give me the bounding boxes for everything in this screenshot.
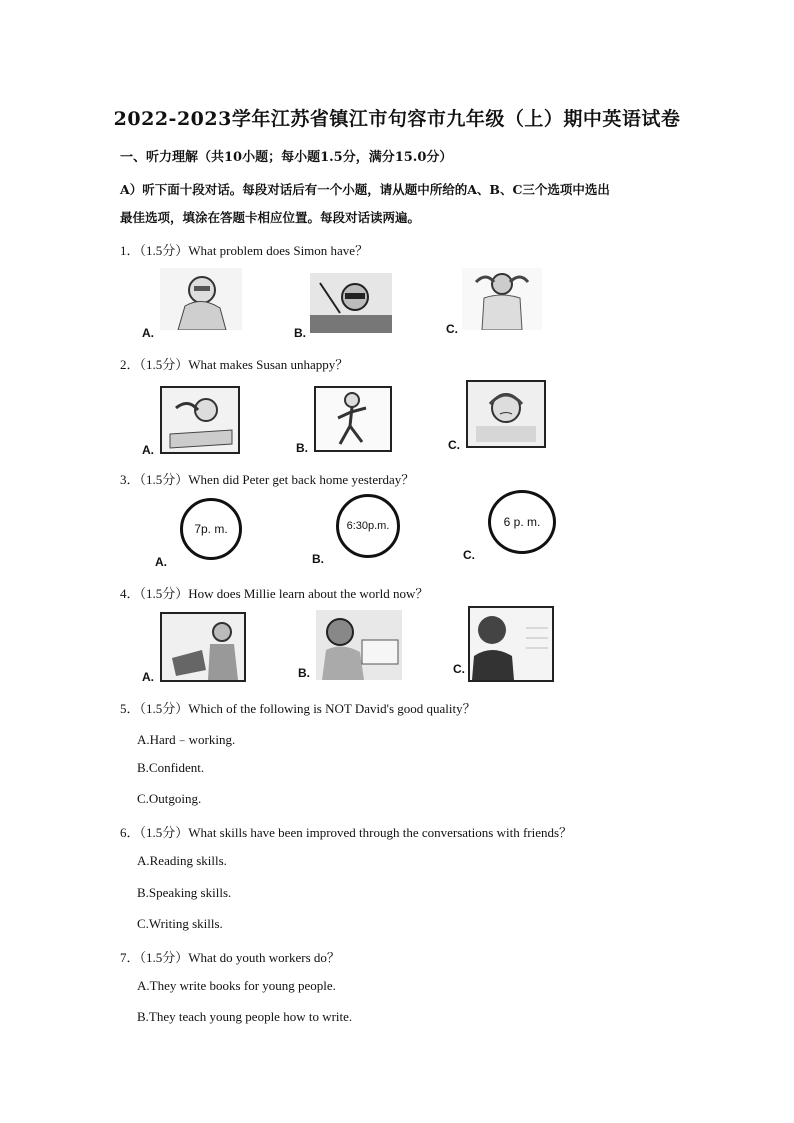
option-c-label: C. (453, 662, 465, 676)
instructions-line-2: 最佳选项，填涂在答题卡相应位置。每段对话读两遍。 (120, 210, 421, 225)
option-c-label: C. (446, 322, 458, 336)
question-score: （1.5分） (139, 243, 189, 258)
q1-image-b (310, 273, 392, 333)
option-b-label: B. (296, 441, 308, 455)
q1-image-a (160, 268, 242, 330)
option-a-label: A. (155, 555, 167, 569)
q2-image-a (160, 386, 240, 454)
question-score: （1.5分） (139, 701, 189, 716)
option-b-label: B. (298, 666, 310, 680)
question-score: （1.5分） (139, 586, 189, 601)
q6-option-b: B.Speaking skills. (137, 885, 232, 900)
clock-c (488, 490, 556, 554)
option-c-label: C. (463, 548, 475, 562)
option-a-label: A. (142, 326, 154, 340)
q2-image-b (314, 386, 392, 452)
question-text: What makes Susan unhappy？ (188, 357, 349, 372)
clock-a (180, 498, 242, 560)
clock-c-time: 6 p. m. (503, 515, 541, 529)
section-heading: 一、听力理解（共10小题；每小题1.5分，满分15.0分） (120, 150, 453, 165)
question-7 (120, 947, 340, 966)
question-text: Which of the following is NOT David's good quality？ (188, 701, 476, 716)
option-c-label: C. (448, 438, 460, 452)
q5-option-c: C.Outgoing. (137, 791, 202, 806)
question-5 (120, 698, 476, 717)
question-number: 1． (120, 243, 140, 258)
q1-image-c (462, 268, 542, 330)
clock-b-time: 6:30p.m. (346, 520, 390, 532)
question-text: How does Millie learn about the world now？ (188, 586, 429, 601)
page-title: 2022-2023学年江苏省镇江市句容市九年级（上）期中英语试卷 (113, 108, 681, 130)
option-b-label: B. (312, 552, 324, 566)
question-3 (120, 469, 414, 488)
option-b-label: B. (294, 326, 306, 340)
option-a-label: A. (142, 443, 154, 457)
question-number: 4． (120, 586, 140, 601)
question-number: 5． (120, 701, 140, 716)
question-text: What problem does Simon have？ (188, 243, 369, 258)
question-score: （1.5分） (139, 357, 189, 372)
q6-option-a: A.Reading skills. (137, 853, 227, 868)
q4-image-b (316, 610, 402, 680)
clock-a-time: 7p. m. (194, 522, 228, 536)
question-number: 7． (120, 950, 140, 965)
instructions-line-1: A）听下面十段对话。每段对话后有一个小题，请从题中所给的A、B、C三个选项中选出 (120, 182, 610, 197)
question-text: What do youth workers do？ (188, 950, 340, 965)
q7-option-b: B.They teach young people how to write. (137, 1009, 353, 1024)
question-2 (120, 354, 348, 373)
q6-option-c: C.Writing skills. (137, 916, 223, 931)
question-6 (120, 822, 572, 841)
question-4 (120, 583, 428, 602)
q4-image-c (468, 606, 554, 682)
question-number: 3． (120, 472, 140, 487)
q5-option-a: A.Hard﹣working. (137, 732, 236, 747)
question-score: （1.5分） (139, 825, 189, 840)
clock-b (336, 494, 400, 558)
question-text: What skills have been improved through the conversations with friends？ (188, 825, 573, 840)
question-number: 2． (120, 357, 140, 372)
question-score: （1.5分） (139, 472, 189, 487)
q7-option-a: A.They write books for young people. (137, 978, 336, 993)
q4-image-a (160, 612, 246, 682)
q2-image-c (466, 380, 546, 448)
question-number: 6． (120, 825, 140, 840)
question-text: When did Peter get back home yesterday？ (188, 472, 415, 487)
option-a-label: A. (142, 670, 154, 684)
question-1 (120, 240, 368, 259)
question-score: （1.5分） (139, 950, 189, 965)
q5-option-b: B.Confident. (137, 760, 205, 775)
